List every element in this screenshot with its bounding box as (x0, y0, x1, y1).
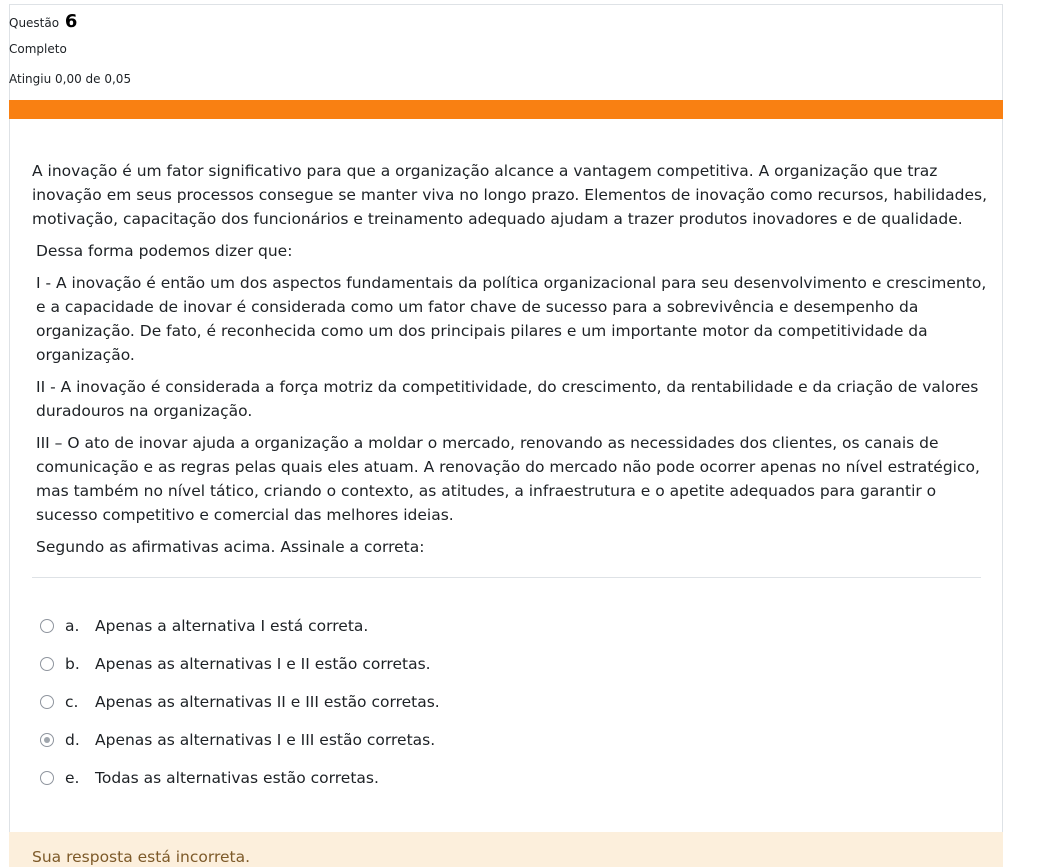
answer-list (40, 607, 980, 797)
answer-text: Apenas a alternativa I está correta. (95, 617, 369, 635)
radio-button[interactable] (40, 619, 54, 633)
answer-letter: c. (65, 693, 79, 711)
question-info-box (9, 4, 1003, 100)
question-state: Completo (9, 42, 67, 56)
answer-text: Apenas as alternativas II e III estão corretas. (95, 693, 440, 711)
answer-option-b[interactable] (40, 645, 980, 683)
answer-text: Apenas as alternativas I e II estão corretas. (95, 655, 431, 673)
radio-button[interactable] (40, 657, 54, 671)
question-paragraph: Segundo as afirmativas acima. Assinale a correta: (36, 538, 425, 556)
radio-button-selected[interactable] (40, 733, 54, 747)
answer-text: Apenas as alternativas I e III estão corretas. (95, 731, 436, 749)
question-paragraph: I - A inovação é então um dos aspectos fundamentais da política organizacional para seu desenvolvimento e crescimento, e a capacidade de inovar é considerada como um fator chave de sucesso para a sobrevivência e desempenho da organização. De fato, é reconhecida como um dos principais pilares e um importante motor da competitividade da organização. (36, 274, 987, 364)
question-paragraph: III – O ato de inovar ajuda a organização a moldar o mercado, renovando as necessidades dos clientes, os canais de comunicação e as regras pelas quais eles atuam. A renovação do mercado não pode ocorrer apenas no nível estratégico, mas também no nível tático, criando o contexto, as atitudes, a infraestrutura e o apetite adequados para garantir o sucesso competitivo e comercial das melhores ideias. (36, 434, 980, 524)
answer-letter: e. (65, 769, 80, 787)
question-label: Questão (9, 16, 60, 30)
answer-letter: d. (65, 731, 80, 749)
question-number: 6 (64, 11, 78, 32)
question-paragraph: II - A inovação é considerada a força motriz da competitividade, do crescimento, da rentabilidade e da criação de valores duradouros na organização. (36, 378, 979, 420)
question-paragraph: A inovação é um fator significativo para que a organização alcance a vantagem competitiva. A organização que traz inovação em seus processos consegue se manter viva no longo prazo. Elementos de inovação como recursos, habilidades, motivação, capacitação dos funcionários e treinamento adequado ajudam a trazer produtos inovadores e de qualidade. (32, 162, 988, 228)
answer-text: Todas as alternativas estão corretas. (95, 769, 379, 787)
radio-button[interactable] (40, 695, 54, 709)
radio-button[interactable] (40, 771, 54, 785)
question-grade: Atingiu 0,00 de 0,05 (9, 72, 132, 86)
question-paragraph: Dessa forma podemos dizer que: (36, 242, 293, 260)
feedback-box (9, 832, 1003, 867)
answer-separator (32, 577, 981, 578)
answer-option-a[interactable] (40, 607, 980, 645)
question-number-line (9, 11, 77, 32)
answer-option-c[interactable] (40, 683, 980, 721)
accent-bar (9, 100, 1003, 119)
answer-option-e[interactable] (40, 759, 980, 797)
feedback-text: Sua resposta está incorreta. (32, 848, 251, 866)
answer-letter: b. (65, 655, 80, 673)
answer-option-d[interactable] (40, 721, 980, 759)
answer-letter: a. (65, 617, 80, 635)
question-text (32, 159, 992, 567)
